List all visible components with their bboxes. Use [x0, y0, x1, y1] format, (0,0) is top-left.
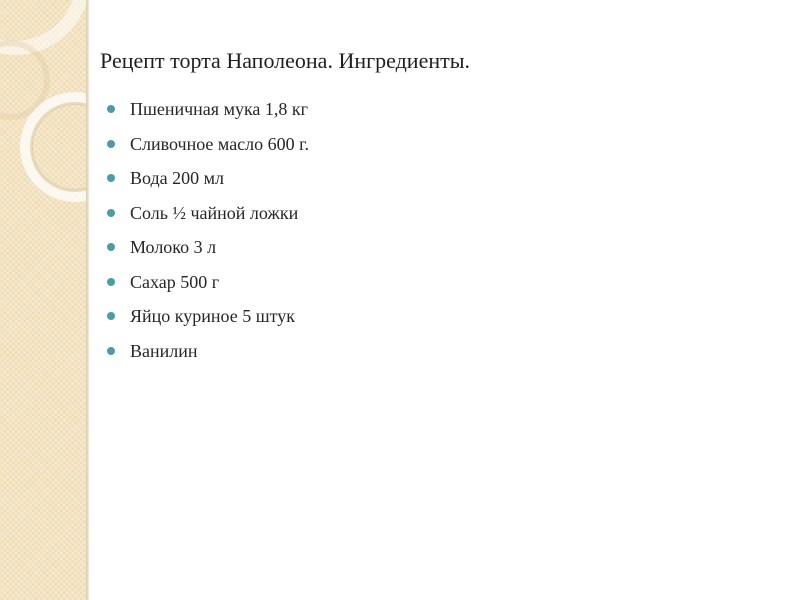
list-item [107, 303, 309, 338]
slide-title: Рецепт торта Наполеона. Ингредиенты. [100, 48, 471, 73]
ingredient-salt: Соль ½ чайной ложки [130, 202, 299, 223]
ingredient-flour: Пшеничная мука 1,8 кг [130, 99, 309, 119]
ingredient-butter: Сливочное масло 600 г. [130, 133, 310, 154]
ingredient-eggs: Яйцо куриное 5 штук [130, 306, 295, 326]
ingredient-water: Вода 200 мл [130, 168, 225, 188]
ingredient-milk: Молоко 3 л [130, 237, 217, 257]
bullet-icon [107, 312, 115, 320]
list-item [107, 234, 309, 269]
list-item [107, 165, 309, 200]
bullet-icon [107, 347, 115, 355]
list-item [107, 338, 309, 373]
list-item [107, 96, 309, 131]
panel-divider [86, 0, 89, 600]
ingredient-vanillin: Ванилин [130, 340, 198, 361]
bullet-icon [107, 209, 115, 217]
list-item [107, 200, 309, 235]
bullet-icon [107, 105, 115, 113]
list-item [107, 269, 309, 304]
bullet-icon [107, 174, 115, 182]
bullet-icon [107, 140, 115, 148]
list-item [107, 131, 309, 166]
ingredient-sugar: Сахар 500 г [130, 271, 220, 292]
ingredient-list [107, 96, 309, 372]
bullet-icon [107, 278, 115, 286]
bullet-icon [107, 243, 115, 251]
decorative-side-panel [0, 0, 86, 600]
